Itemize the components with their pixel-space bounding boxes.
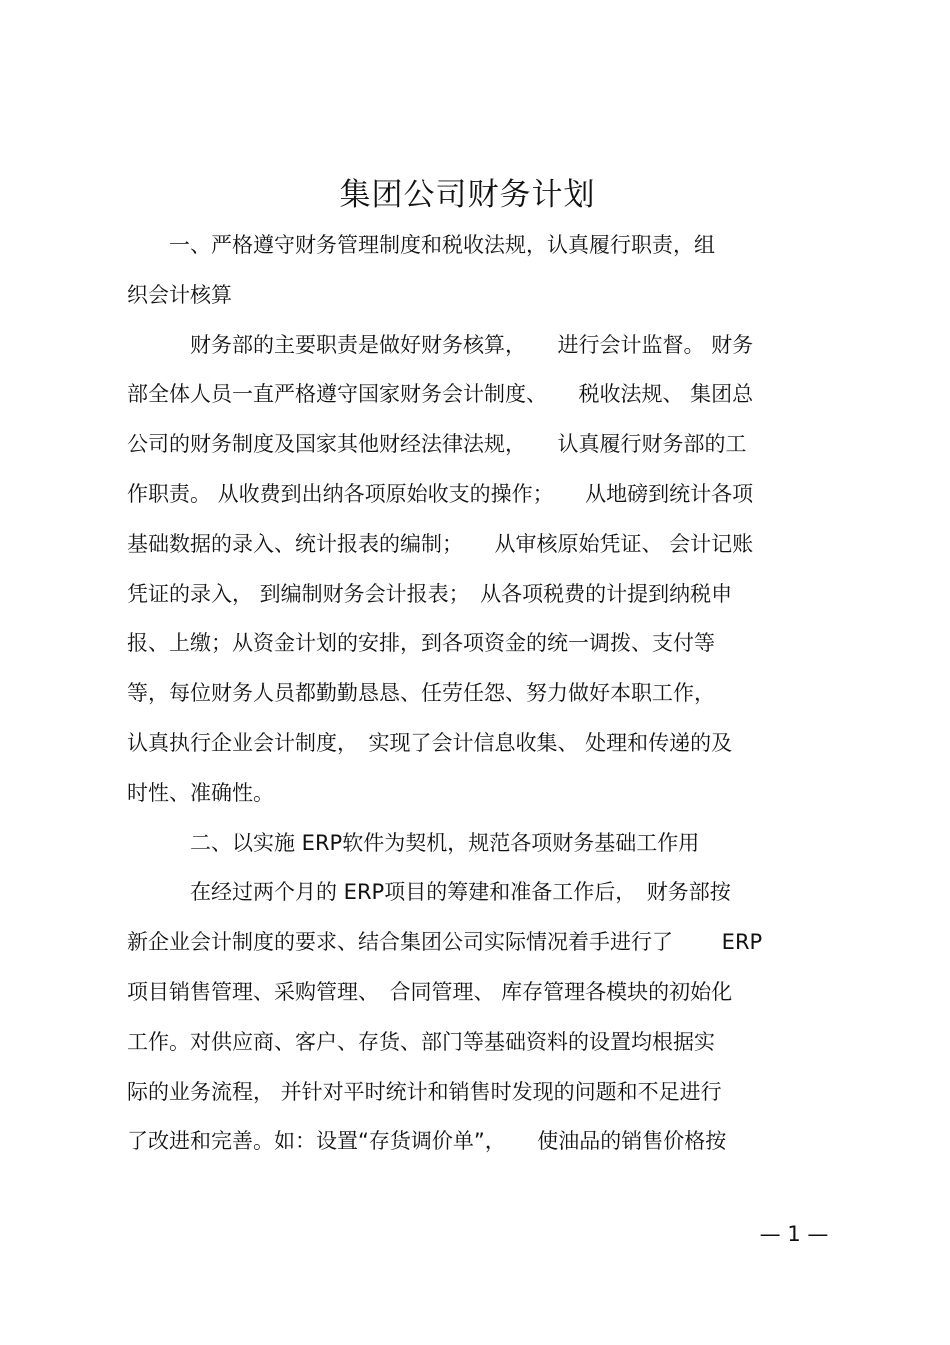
body-line: 际的业务流程， 并针对平时统计和销售时发现的问题和不足进行 [127,1080,722,1104]
body-line: 公司的财务制度及国家其他财经法律法规， 认真履行财务部的工 [127,432,747,456]
body-line: 凭证的录入， 到编制财务会计报表； 从各项税费的计提到纳税申 [127,582,733,606]
body-line: 时性、准确性。 [127,781,274,805]
body-line: 报、上缴；从资金计划的安排，到各项资金的统一调拨、支付等 [127,631,715,655]
body-line: 财务部的主要职责是做好财务核算， 进行会计监督。 财务 [127,333,754,357]
page-number: — 1 — [759,1222,829,1246]
body-line: 织会计核算 [127,283,232,307]
body-line: 基础数据的录入、统计报表的编制； 从审核原始凭证、 会计记账 [127,532,754,556]
body-line: 了改进和完善。如：设置“存货调价单”， 使油品的销售价格按 [127,1129,727,1153]
body-line: 新企业会计制度的要求、结合集团公司实际情况着手进行了 ERP [127,930,763,954]
body-line: 认真执行企业会计制度， 实现了会计信息收集、 处理和传递的及 [127,731,733,755]
body-line-heading-2: 二、以实施 ERP软件为契机，规范各项财务基础工作用 [127,831,700,855]
body-line: 工作。对供应商、客户、存货、部门等基础资料的设置均根据实 [127,1030,715,1054]
body-line: 部全体人员一直严格遵守国家财务会计制度、 税收法规、 集团总 [127,382,754,406]
body-line: 在经过两个月的 ERP项目的筹建和准备工作后， 财务部按 [127,880,731,904]
body-line: 作职责。 从收费到出纳各项原始收支的操作； 从地磅到统计各项 [127,482,754,506]
body-line-heading-1: 一、严格遵守财务管理制度和税收法规，认真履行职责，组 [127,233,715,257]
body-line: 等，每位财务人员都勤勤恳恳、任劳任怨、努力做好本职工作， [127,681,715,705]
body-line: 项目销售管理、采购管理、 合同管理、 库存管理各模块的初始化 [127,980,733,1004]
page-title: 集团公司财务计划 [339,177,596,213]
